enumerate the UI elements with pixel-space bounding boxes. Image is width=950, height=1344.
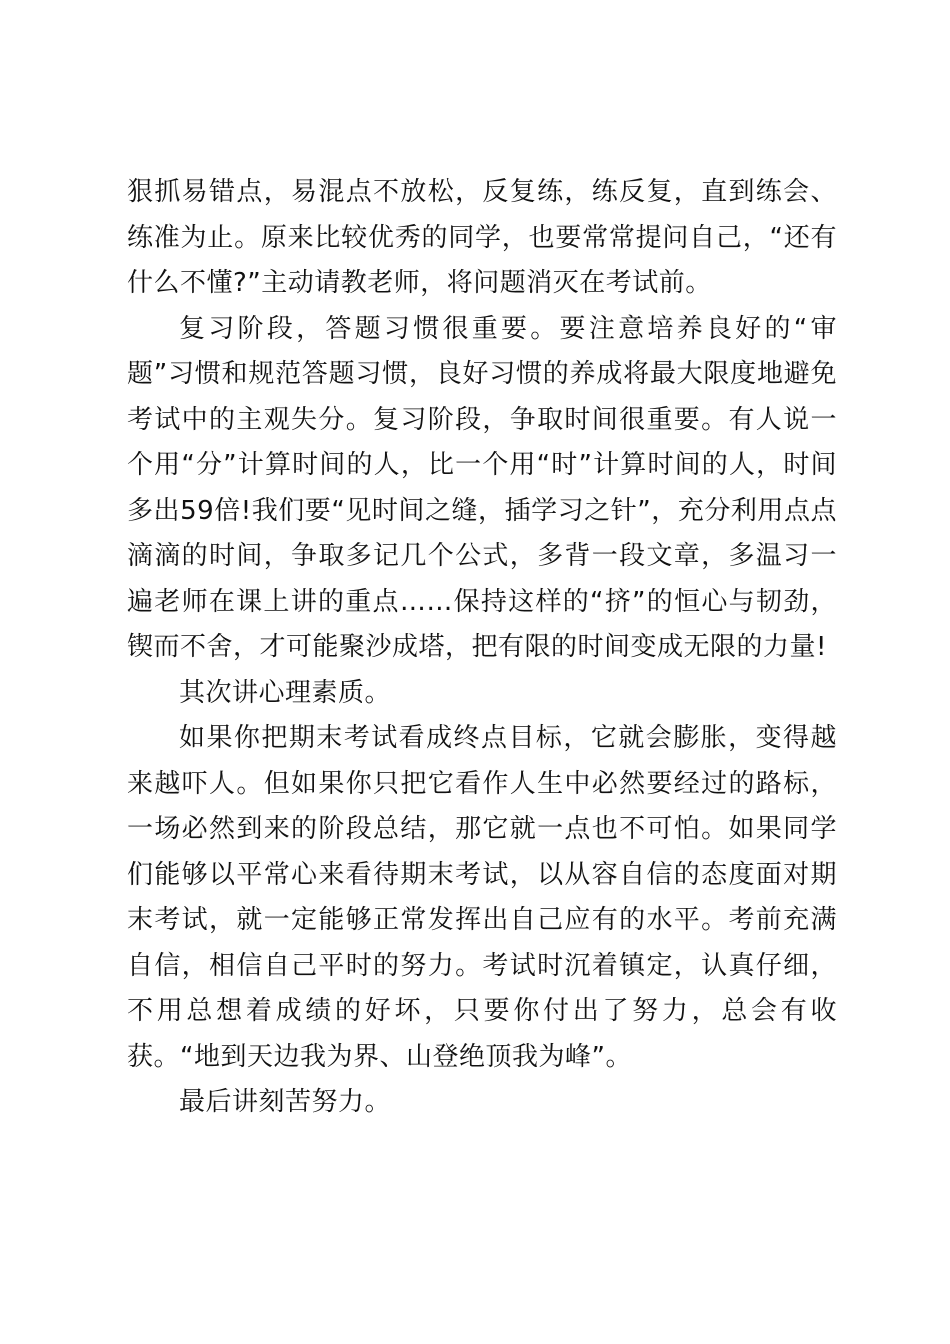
paragraph-review-habits: 复习阶段，答题习惯很重要。要注意培养良好的“审题”习惯和规范答题习惯，良好习惯的养成将最大限度地避免考试中的主观失分。复习阶段，争取时间很重要。有人说一个用“分”计算时间的人，比一个用“时”计算时间的人，时间多出59倍!我们要“见时间之缝，插学习之针”，充分利用点点滴滴的时间，争取多记几个公式，多背一段文章，多温习一遍老师在课上讲的重点……保持这样的“挤”的恒心与韧劲，锲而不舍，才可能聚沙成塔，把有限的时间变成无限的力量!	[127, 313, 837, 662]
paragraph-heading-psychology: 其次讲心理素质。	[179, 677, 392, 708]
paragraph-continuation: 狠抓易错点，易混点不放松，反复练，练反复，直到练会、练准为止。原来比较优秀的同学，也要常常提问自己，“还有什么不懂?”主动请教老师，将问题消灭在考试前。	[127, 177, 837, 298]
paragraph-heading-effort: 最后讲刻苦努力。	[179, 1087, 392, 1117]
paragraph-psychology: 如果你把期末考试看成终点目标，它就会膨胀，变得越来越吓人。但如果你只把它看作人生中必然要经过的路标，一场必然到来的阶段总结，那它就一点也不可怕。如果同学们能够以平常心来看待期末考试，以从容自信的态度面对期末考试，就一定能够正常发挥出自己应有的水平。考前充满自信，相信自己平时的努力。考试时沉着镇定，认真仔细，不用总想着成绩的好坏，只要你付出了努力，总会有收获。“地到天边我为界、山登绝顶我为峰”。	[127, 723, 837, 1072]
document-body	[127, 170, 837, 1126]
